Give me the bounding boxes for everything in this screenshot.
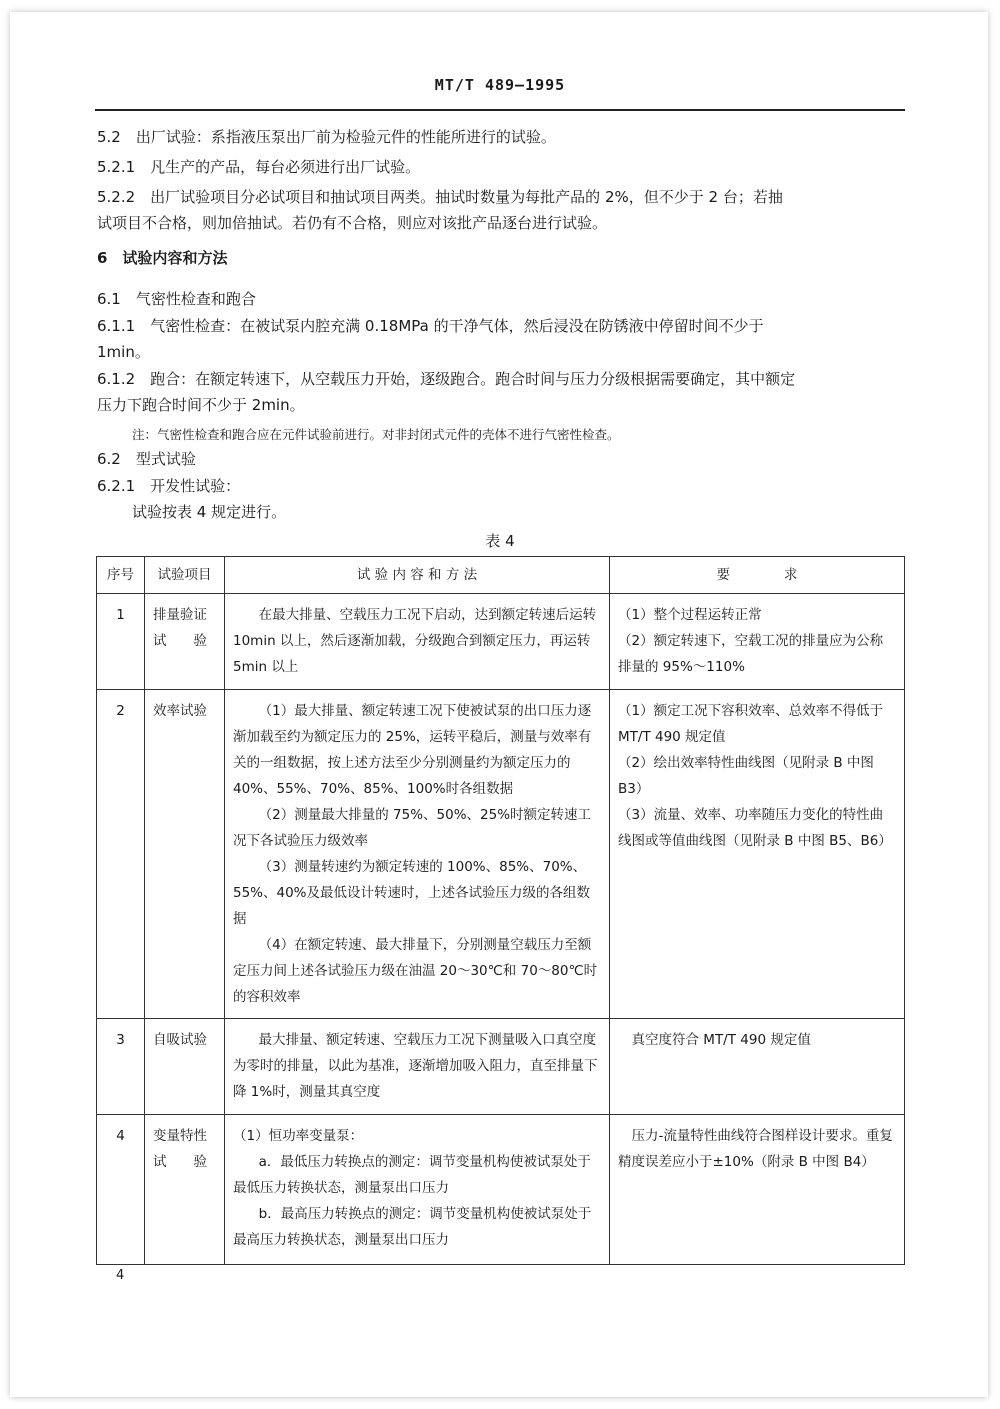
requirement-line: 真空度符合 MT/T 490 规定值 bbox=[631, 1032, 811, 1048]
method-paragraph: （4）在额定转速、最大排量下，分别测量空载压力至额定压力间上述各试验压力级在油温 20～30℃和 70～80℃时的容积效率 bbox=[233, 937, 598, 1005]
standard-code-header: MT/T 489—1995 bbox=[434, 76, 566, 94]
row-requirement bbox=[610, 1115, 905, 1265]
table-row bbox=[97, 594, 905, 690]
test-item-line: 效率试验 bbox=[153, 703, 207, 719]
clause-5-2-1: 5.2.1 凡生产的产品，每台必须进行出厂试验。 bbox=[97, 158, 421, 176]
test-item-line: 变量特性 bbox=[153, 1128, 207, 1144]
clause-6-1-2: 6.1.2 跑合：在额定转速下，从空载压力开始，逐级跑合。跑合时间与压力分级根据需要确定，其中额定 bbox=[97, 370, 796, 388]
method-paragraph: （2）测量最大排量的 75%、50%、25%时额定转速工况下各试验压力级效率 bbox=[233, 807, 592, 849]
clause-6-1-2-cont: 压力下跑合时间不少于 2min。 bbox=[97, 396, 305, 414]
test-item-line: 试 验 bbox=[153, 633, 207, 649]
method-paragraph: a．最低压力转换点的测定：调节变量机构使被试泵处于最低压力转换状态，测量泵出口压力 bbox=[233, 1154, 591, 1196]
row-number: 2 bbox=[97, 690, 145, 1019]
method-paragraph: b．最高压力转换点的测定：调节变量机构使被试泵处于最高压力转换状态，测量泵出口压力 bbox=[233, 1206, 592, 1248]
method-paragraph: 最大排量、额定转速、空载压力工况下测量吸入口真空度为零时的排量，以此为基准，逐渐增加吸入阻力，直至排量下降 1%时，测量其真空度 bbox=[233, 1032, 598, 1100]
section-6-heading: 6 试验内容和方法 bbox=[97, 249, 228, 267]
row-test-item bbox=[145, 1115, 225, 1265]
table-row bbox=[97, 1115, 905, 1265]
row-method bbox=[225, 1019, 610, 1115]
requirement-line: （1）整个过程运转正常 bbox=[618, 607, 762, 623]
row-method bbox=[225, 690, 610, 1019]
header-test-item: 试验项目 bbox=[145, 557, 225, 594]
clause-5-2-2: 5.2.2 出厂试验项目分必试项目和抽试项目两类。抽试时数量为每批产品的 2%，但不少于 2 台；若抽 bbox=[97, 188, 783, 206]
row-requirement bbox=[610, 594, 905, 690]
header-requirement: 要 求 bbox=[610, 557, 905, 594]
row-number: 4 bbox=[97, 1115, 145, 1265]
row-number: 1 bbox=[97, 594, 145, 690]
requirement-line: （2）绘出效率特性曲线图（见附录 B 中图 B3） bbox=[618, 755, 874, 797]
table-row bbox=[97, 1019, 905, 1115]
page-number: 4 bbox=[116, 1268, 125, 1283]
row-requirement bbox=[610, 1019, 905, 1115]
test-table bbox=[96, 556, 905, 1265]
header-rule bbox=[95, 109, 905, 111]
row-test-item bbox=[145, 690, 225, 1019]
row-method bbox=[225, 1115, 610, 1265]
method-heading: （1）恒功率变量泵： bbox=[233, 1128, 364, 1144]
row-requirement bbox=[610, 690, 905, 1019]
test-item-line: 自吸试验 bbox=[153, 1032, 207, 1048]
requirement-line: （3）流量、效率、功率随压力变化的特性曲线图或等值曲线图（见附录 B 中图 B5、B6） bbox=[618, 807, 892, 849]
clause-6-2-1-text: 试验按表 4 规定进行。 bbox=[132, 503, 287, 521]
requirement-line: 压力-流量特性曲线符合图样设计要求。重复精度误差应小于±10%（附录 B 中图 B4） bbox=[618, 1128, 893, 1170]
clause-6-1: 6.1 气密性检查和跑合 bbox=[97, 290, 256, 308]
header-method: 试 验 内 容 和 方 法 bbox=[225, 557, 610, 594]
row-number: 3 bbox=[97, 1019, 145, 1115]
test-item-line: 试 验 bbox=[153, 1154, 207, 1170]
test-item-line: 排量验证 bbox=[153, 607, 207, 623]
table-caption: 表 4 bbox=[485, 532, 515, 550]
clause-6-1-1-cont: 1min。 bbox=[97, 343, 150, 361]
note: 注：气密性检查和跑合应在元件试验前进行。对非封闭式元件的壳体不进行气密性检查。 bbox=[132, 427, 620, 442]
requirement-line: （1）额定工况下容积效率、总效率不得低于 MT/T 490 规定值 bbox=[618, 703, 884, 745]
clause-5-2-2-cont: 试项目不合格，则加倍抽试。若仍有不合格，则应对该批产品逐台进行试验。 bbox=[97, 214, 608, 232]
table-header-row bbox=[97, 557, 905, 594]
row-test-item bbox=[145, 1019, 225, 1115]
clause-6-1-1: 6.1.1 气密性检查：在被试泵内腔充满 0.18MPa 的干净气体，然后浸没在防锈液中停留时间不少于 bbox=[97, 317, 764, 335]
row-test-item bbox=[145, 594, 225, 690]
table-row bbox=[97, 690, 905, 1019]
clause-6-2: 6.2 型式试验 bbox=[97, 450, 196, 468]
requirement-line: （2）额定转速下，空载工况的排量应为公称排量的 95%～110% bbox=[618, 633, 884, 675]
clause-5-2: 5.2 出厂试验：系指液压泵出厂前为检验元件的性能所进行的试验。 bbox=[97, 128, 556, 146]
clause-6-2-1: 6.2.1 开发性试验： bbox=[97, 477, 241, 495]
header-number: 序号 bbox=[97, 557, 145, 594]
method-paragraph: （3）测量转速约为额定转速的 100%、85%、70%、55%、40%及最低设计转速时，上述各试验压力级的各组数据 bbox=[233, 859, 591, 927]
method-paragraph: （1）最大排量、额定转速工况下使被试泵的出口压力逐渐加载至约为额定压力的 25%，运转平稳后，测量与效率有关的一组数据，按上述方法至少分别测量约为额定压力的 40%、55%、70%、85%、100%时各组数据 bbox=[233, 703, 592, 797]
method-paragraph: 在最大排量、空载压力工况下启动，达到额定转速后运转 10min 以上，然后逐渐加载，分级跑合到额定压力，再运转 5min 以上 bbox=[233, 607, 597, 675]
row-method bbox=[225, 594, 610, 690]
